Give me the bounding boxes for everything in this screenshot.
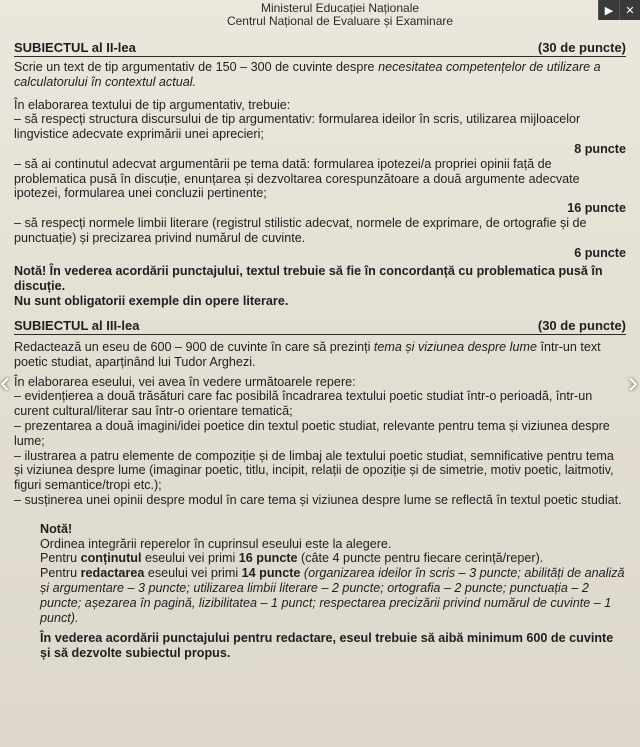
section-3-heading: SUBIECTUL al III-lea xyxy=(14,318,140,333)
document-header xyxy=(200,2,480,28)
section-3-note-1: Ordinea integrării reperelor în cuprinsul eseului este la alegere. xyxy=(40,536,392,551)
section-3-intro: Redactează un eseu de 600 – 900 de cuvinte în care să prezinți tema și viziunea despre lume într-un text poetic studiat, aparținând lui Tudor Arghezi. xyxy=(14,340,601,369)
section-3-title xyxy=(14,318,626,335)
section-3-note-2: Pentru conținutul eseului vei primi 16 puncte (câte 4 puncte pentru fiecare cerință/reper). xyxy=(40,551,544,566)
section-2-lead: În elaborarea textului de tip argumentativ, trebuie: xyxy=(14,97,291,112)
section-3-reper-4: – susținerea unei opinii despre modul în care tema și viziunea despre lume se reflectă în textul poetic studiat. xyxy=(14,492,622,507)
section-2-item-1: – să respecți structura discursului de tip argumentativ: formularea ideilor în scris, utilizarea mijloacelor lingvistice adecvate exprimării unei aprecieri; xyxy=(14,112,581,142)
next-image-icon[interactable]: › xyxy=(628,366,638,399)
section-3-reper-1: – evidențierea a două trăsături care fac posibilă încadrarea textului poetic studiat într-o perioadă, într-un curent cultural/literar sau într-o orientare tematică; xyxy=(14,389,593,419)
section-2-intro: Scrie un text de tip argumentativ de 150 – 300 de cuvinte despre necesitatea competențelor de utilizare a calculatorului în contextul actual. xyxy=(14,60,601,89)
section-3-note-title: Notă! xyxy=(40,521,73,536)
previous-image-icon[interactable]: ‹ xyxy=(0,366,10,399)
section-3-notes xyxy=(14,522,626,661)
section-2-item-3: – să respecți normele limbii literare (registrul stilistic adecvat, normele de exprimare, de ortografie și de punctuație) și precizarea privind numărul de cuvinte. xyxy=(14,215,587,245)
section-2-note-2: Nu sunt obligatorii exemple din opere literare. xyxy=(14,293,289,308)
section-2-body xyxy=(14,60,626,309)
play-icon[interactable]: ▶ xyxy=(598,0,619,20)
section-3-note-3: Pentru redactarea eseului vei primi 14 puncte (organizarea ideilor în scris – 3 puncte; abilități de analiză și argumentare – 3 puncte; utilizarea limbii literare – 2 puncte; ortografia – 2 puncte; punctuația – 2 puncte; așezarea în pagină, lizibilitatea – 1 punct; respectarea precizării privind numărul de cuvinte – 1 punct). xyxy=(40,566,625,625)
viewer-toolbar xyxy=(598,0,640,20)
section-3-points: (30 de puncte) xyxy=(537,318,626,333)
close-icon[interactable]: ✕ xyxy=(619,0,640,20)
section-3-reper-2: – prezentarea a două imagini/idei poetice din textul poetic studiat, relevante pentru tema și viziunea despre lume; xyxy=(14,418,610,448)
section-2-title xyxy=(14,40,626,57)
section-2-note: Notă! În vederea acordării punctajului, textul trebuie să fie în concordanță cu problematica pusă în discuție. xyxy=(14,264,603,294)
section-2-item-3-points: 6 puncte xyxy=(574,245,626,260)
ministry-line: Ministerul Educației Naționale xyxy=(260,1,420,15)
section-2-item-1-points: 8 puncte xyxy=(574,141,626,156)
section-2-points: (30 de puncte) xyxy=(537,40,626,55)
section-3-body xyxy=(14,340,626,661)
section-3-lead: În elaborarea eseului, vei avea în vedere următoarele repere: xyxy=(14,374,356,389)
center-line: Centrul Național de Evaluare și Examinare xyxy=(226,14,454,28)
section-3-reper-3: – ilustrarea a patru elemente de compoziție și de limbaj ale textului poetic studiat, semnificative pentru tema și viziunea despre lume (imaginar poetic, titlu, incipit, relații de opoziție și de simetrie, motiv poetic, laitmotiv, figuri semantice/tropi etc.); xyxy=(14,448,614,493)
section-2-item-2-points: 16 puncte xyxy=(567,201,626,216)
section-3-final-note: În vederea acordării punctajului pentru redactare, eseul trebuie să aibă minimum 600 de cuvinte și să dezvolte subiectul propus. xyxy=(40,631,614,661)
section-2-heading: SUBIECTUL al II-lea xyxy=(14,40,136,55)
section-2-item-2: – să ai continutul adecvat argumentării pe tema dată: formularea ipotezei/a propriei opinii față de problematica pusă în discuție, enunțarea și dezvoltarea corespunzătoare a două argumente adecvate ipotezei, formularea unei concluzii pertinente; xyxy=(14,156,580,201)
